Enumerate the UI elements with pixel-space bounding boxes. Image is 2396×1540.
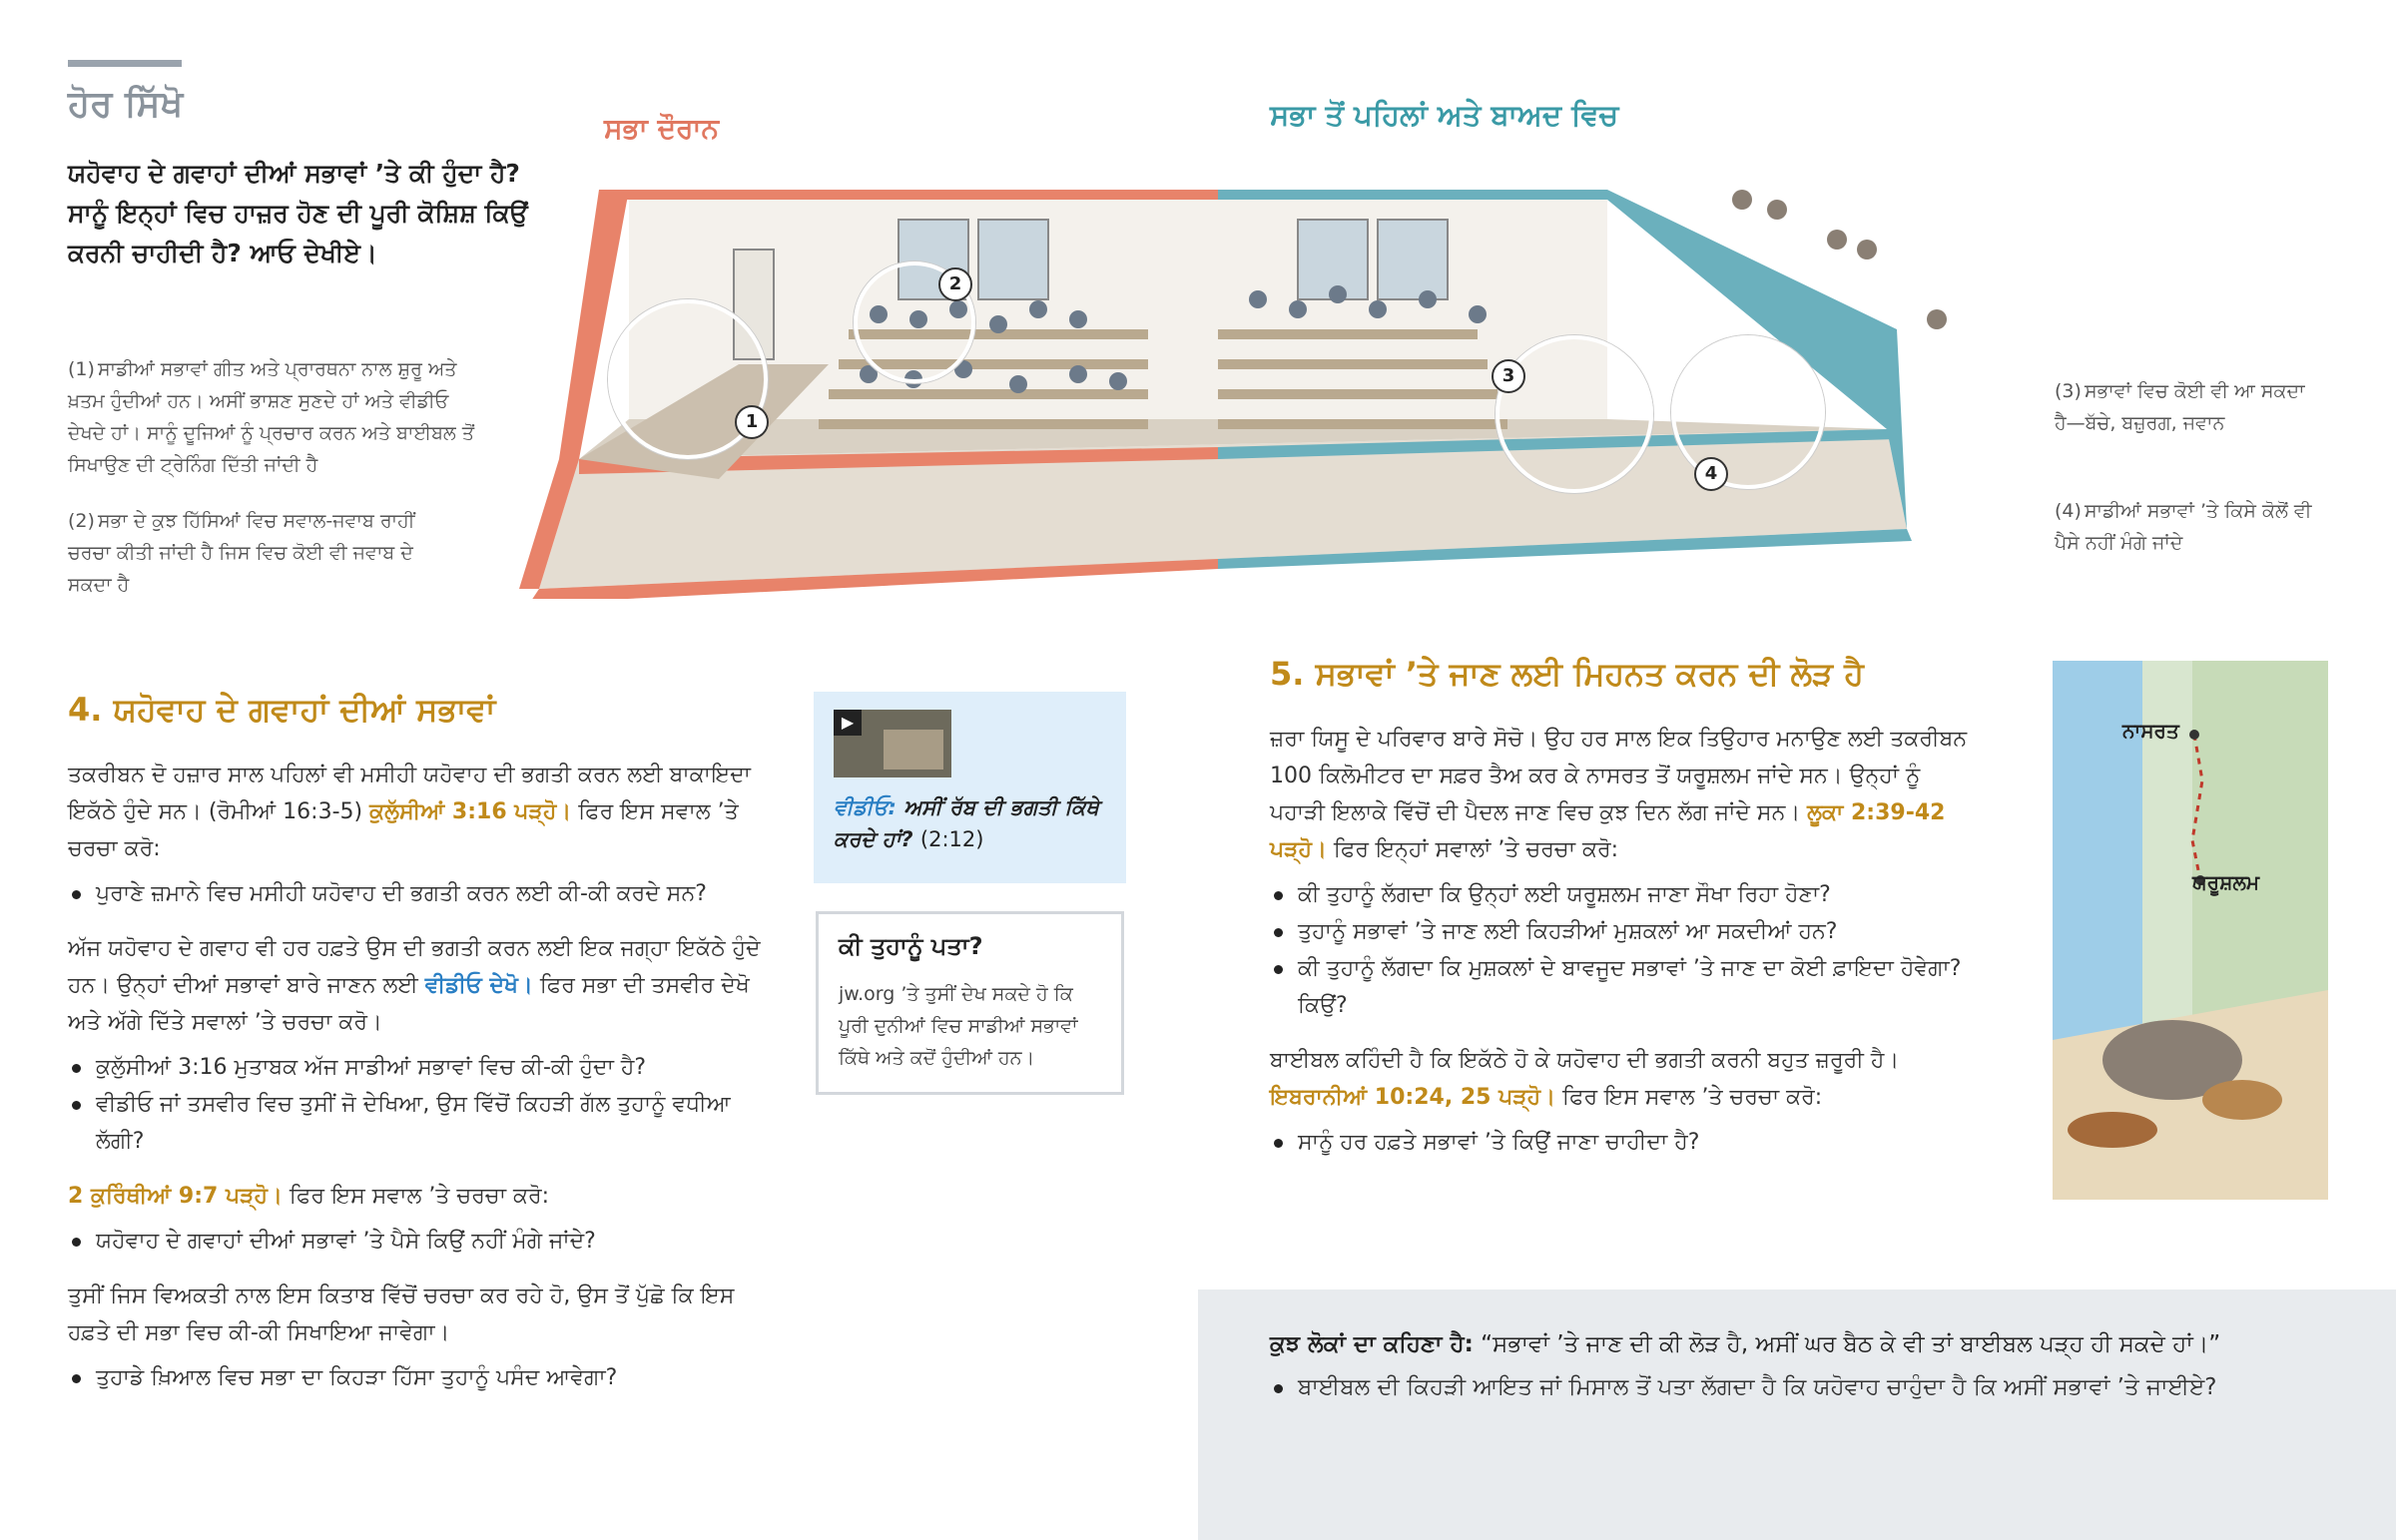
intro-text: ਯਹੋਵਾਹ ਦੇ ਗਵਾਹਾਂ ਦੀਆਂ ਸਭਾਵਾਂ ’ਤੇ ਕੀ ਹੁੰਦਾ ਹੈ? ਸਾਨੂੰ ਇਨ੍ਹਾਂ ਵਿਚ ਹਾਜ਼ਰ ਹੋਣ ਦੀ ਪੂਰੀ ਕੋਸ਼ਿਸ਼ ਕਿਉਂ ਕਰਨੀ ਚਾਹੀਦੀ ਹੈ? ਆਓ ਦੇਖੀਏ। — [68, 159, 528, 267]
map-label-jerusalem: ਯਰੂਸ਼ਲਮ — [2192, 870, 2260, 894]
caption-1: (1) ਸਾਡੀਆਂ ਸਭਾਵਾਂ ਗੀਤ ਅਤੇ ਪ੍ਰਾਰਥਨਾ ਨਾਲ ਸ਼ੁਰੂ ਅਤੇ ਖ਼ਤਮ ਹੁੰਦੀਆਂ ਹਨ। ਅਸੀਂ ਭਾਸ਼ਣ ਸੁਣਦੇ ਹਾਂ ਅਤੇ ਵੀਡੀਓ ਦੇਖਦੇ ਹਾਂ। ਸਾਨੂੰ ਦੂਜਿਆਂ ਨੂੰ ਪ੍ਰਚਾਰ ਕਰਨ ਅਤੇ ਬਾਈਬਲ ਤੋਂ ਸਿਖਾਉਣ ਦੀ ਟ੍ਰੇਨਿੰਗ ਦਿੱਤੀ ਜਾਂਦੀ ਹੈ — [68, 358, 474, 476]
section-4-paragraph-3: 2 ਕੁਰਿੰਥੀਆਂ 9:7 ਪੜ੍ਹੋ। ਫਿਰ ਇਸ ਸਵਾਲ ’ਤੇ ਚਰਚਾ ਕਰੋ: — [68, 1184, 550, 1209]
section-4-paragraph-4: ਤੁਸੀਂ ਜਿਸ ਵਿਅਕਤੀ ਨਾਲ ਇਸ ਕਿਤਾਬ ਵਿੱਚੋਂ ਚਰਚਾ ਕਰ ਰਹੇ ਹੋ, ਉਸ ਤੋਂ ਪੁੱਛੋ ਕਿ ਇਸ ਹਫ਼ਤੇ ਦੀ ਸਭਾ ਵਿਚ ਕੀ-ਕੀ ਸਿਖਾਇਆ ਜਾਵੇਗਾ। — [68, 1283, 735, 1345]
scripture-link-hebrews[interactable]: ਇਬਰਾਨੀਆਂ 10:24, 25 ਪੜ੍ਹੋ। — [1270, 1085, 1556, 1110]
caption-2: (2) ਸਭਾ ਦੇ ਕੁਝ ਹਿੱਸਿਆਂ ਵਿਚ ਸਵਾਲ-ਜਵਾਬ ਰਾਹੀਂ ਚਰਚਾ ਕੀਤੀ ਜਾਂਦੀ ਹੈ ਜਿਸ ਵਿਚ ਕੋਈ ਵੀ ਜਵਾਬ ਦੇ ਸਕਦਾ ਹੈ — [68, 510, 415, 596]
marker-1: 1 — [735, 405, 769, 439]
marker-4: 4 — [1694, 457, 1728, 491]
question-8: ਕੀ ਤੁਹਾਨੂੰ ਲੱਗਦਾ ਕਿ ਮੁਸ਼ਕਲਾਂ ਦੇ ਬਾਵਜੂਦ ਸਭਾਵਾਂ ’ਤੇ ਜਾਣ ਦਾ ਕੋਈ ਫ਼ਾਇਦਾ ਹੋਵੇਗਾ? ਕਿਉਂ? — [1270, 950, 1969, 1024]
heading-rule — [68, 60, 182, 67]
question-7: ਤੁਹਾਨੂੰ ਸਭਾਵਾਂ ’ਤੇ ਜਾਣ ਲਈ ਕਿਹੜੀਆਂ ਮੁਸ਼ਕਲਾਂ ਆ ਸਕਦੀਆਂ ਹਨ? — [1270, 913, 1969, 950]
label-before-after: ਸਭਾ ਤੋਂ ਪਹਿਲਾਂ ਅਤੇ ਬਾਅਦ ਵਿਚ — [1270, 98, 1619, 132]
section-5-paragraph-1: ਜ਼ਰਾ ਯਿਸੂ ਦੇ ਪਰਿਵਾਰ ਬਾਰੇ ਸੋਚੋ। ਉਹ ਹਰ ਸਾਲ ਇਕ ਤਿਉਹਾਰ ਮਨਾਉਣ ਲਈ ਤਕਰੀਬਨ 100 ਕਿਲੋਮੀਟਰ ਦਾ ਸਫ਼ਰ ਤੈਅ ਕਰ ਕੇ ਨਾਸਰਤ ਤੋਂ ਯਰੂਸ਼ਲਮ ਜਾਂਦੇ ਸਨ। ਉਨ੍ਹਾਂ ਨੂੰ ਪਹਾੜੀ ਇਲਾਕੇ ਵਿੱਚੋਂ ਦੀ ਪੈਦਲ ਜਾਣ ਵਿਚ ਕੁਝ ਦਿਨ ਲੱਗ ਜਾਂਦੇ ਸਨ। ਲੂਕਾ 2:39-42 ਪੜ੍ਹੋ। ਫਿਰ ਇਨ੍ਹਾਂ ਸਵਾਲਾਂ ’ਤੇ ਚਰਚਾ ਕਰੋ: — [1270, 727, 1968, 862]
section-5-title: 5. ਸਭਾਵਾਂ ’ਤੇ ਜਾਣ ਲਈ ਮਿਹਨਤ ਕਰਨ ਦੀ ਲੋੜ ਹੈ — [1270, 655, 1864, 693]
question-2: ਕੁਲੁੱਸੀਆਂ 3:16 ਮੁਤਾਬਕ ਅੱਜ ਸਾਡੀਆਂ ਸਭਾਵਾਂ ਵਿਚ ਕੀ-ਕੀ ਹੁੰਦਾ ਹੈ? — [68, 1049, 777, 1086]
scripture-link-2-corinthians[interactable]: 2 ਕੁਰਿੰਥੀਆਂ 9:7 ਪੜ੍ਹੋ। — [68, 1184, 283, 1209]
section-4-paragraph-1: ਤਕਰੀਬਨ ਦੋ ਹਜ਼ਾਰ ਸਾਲ ਪਹਿਲਾਂ ਵੀ ਮਸੀਹੀ ਯਹੋਵਾਹ ਦੀ ਭਗਤੀ ਕਰਨ ਲਈ ਬਾਕਾਇਦਾ ਇਕੱਠੇ ਹੁੰਦੇ ਸਨ। (ਰੋਮੀਆਂ 16:3-5) ਕੁਲੁੱਸੀਆਂ 3:16 ਪੜ੍ਹੋ। ਫਿਰ ਇਸ ਸਵਾਲ ’ਤੇ ਚਰਚਾ ਕਰੋ: — [68, 763, 751, 861]
section-5-body — [1270, 721, 1969, 1161]
watch-video-link[interactable]: ਵੀਡੀਓ ਦੇਖੋ। — [424, 973, 533, 998]
question-5: ਤੁਹਾਡੇ ਖ਼ਿਆਲ ਵਿਚ ਸਭਾ ਦਾ ਕਿਹੜਾ ਹਿੱਸਾ ਤੁਹਾਨੂੰ ਪਸੰਦ ਆਵੇਗਾ? — [68, 1359, 777, 1396]
play-icon[interactable]: ▶ — [834, 710, 862, 736]
video-box[interactable] — [814, 692, 1126, 883]
question-4: ਯਹੋਵਾਹ ਦੇ ਗਵਾਹਾਂ ਦੀਆਂ ਸਭਾਵਾਂ ’ਤੇ ਪੈਸੇ ਕਿਉਂ ਨਹੀਂ ਮੰਗੇ ਜਾਂਦੇ? — [68, 1223, 777, 1260]
video-title[interactable]: ਵੀਡੀਓ: ਅਸੀਂ ਰੱਬ ਦੀ ਭਗਤੀ ਕਿੱਥੇ ਕਰਦੇ ਹਾਂ? (2:12) — [834, 795, 1099, 851]
highlight-circle-3 — [1496, 335, 1653, 493]
did-you-know-text: jw.org ’ਤੇ ਤੁਸੀਂ ਦੇਖ ਸਕਦੇ ਹੋ ਕਿ ਪੂਰੀ ਦੁਨੀਆਂ ਵਿਚ ਸਾਡੀਆਂ ਸਭਾਵਾਂ ਕਿੱਥੇ ਅਤੇ ਕਦੋਂ ਹੁੰਦੀਆਂ ਹਨ। — [839, 983, 1078, 1069]
caption-3: (3) ਸਭਾਵਾਂ ਵਿਚ ਕੋਈ ਵੀ ਆ ਸਕਦਾ ਹੈ—ਬੱਚੇ, ਬਜ਼ੁਰਗ, ਜਵਾਨ — [2055, 380, 2305, 434]
label-during-meeting: ਸਭਾ ਦੌਰਾਨ — [604, 112, 719, 145]
section-4-title: 4. ਯਹੋਵਾਹ ਦੇ ਗਵਾਹਾਂ ਦੀਆਂ ਸਭਾਵਾਂ — [68, 691, 496, 729]
scripture-link-luke[interactable]: ਲੂਕਾ 2:39-42 ਪੜ੍ਹੋ। — [1270, 800, 1946, 862]
map-label-nazareth: ਨਾਸਰਤ — [2122, 719, 2179, 743]
video-thumbnail[interactable] — [834, 710, 951, 777]
some-people-say-box — [1198, 1289, 2396, 1540]
map-illustration — [2053, 661, 2328, 1200]
question-1: ਪੁਰਾਣੇ ਜ਼ਮਾਨੇ ਵਿਚ ਮਸੀਹੀ ਯਹੋਵਾਹ ਦੀ ਭਗਤੀ ਕਰਨ ਲਈ ਕੀ-ਕੀ ਕਰਦੇ ਸਨ? — [68, 875, 777, 912]
caption-4: (4) ਸਾਡੀਆਂ ਸਭਾਵਾਂ ’ਤੇ ਕਿਸੇ ਕੋਲੋਂ ਵੀ ਪੈਸੇ ਨਹੀਂ ਮੰਗੇ ਜਾਂਦੇ — [2055, 500, 2312, 554]
did-you-know-title: ਕੀ ਤੁਹਾਨੂੰ ਪਤਾ? — [839, 932, 983, 960]
some-people-say-quote: ਕੁਝ ਲੋਕਾਂ ਦਾ ਕਹਿਣਾ ਹੈ: “ਸਭਾਵਾਂ ’ਤੇ ਜਾਣ ਦੀ ਕੀ ਲੋੜ ਹੈ, ਅਸੀਂ ਘਰ ਬੈਠ ਕੇ ਵੀ ਤਾਂ ਬਾਈਬਲ ਪੜ੍ਹ ਹੀ ਸਕਦੇ ਹਾਂ।” — [1270, 1331, 2221, 1357]
section-4-paragraph-2: ਅੱਜ ਯਹੋਵਾਹ ਦੇ ਗਵਾਹ ਵੀ ਹਰ ਹਫ਼ਤੇ ਉਸ ਦੀ ਭਗਤੀ ਕਰਨ ਲਈ ਇਕ ਜਗ੍ਹਾ ਇਕੱਠੇ ਹੁੰਦੇ ਹਨ। ਉਨ੍ਹਾਂ ਦੀਆਂ ਸਭਾਵਾਂ ਬਾਰੇ ਜਾਣਨ ਲਈ ਵੀਡੀਓ ਦੇਖੋ। ਫਿਰ ਸਭਾ ਦੀ ਤਸਵੀਰ ਦੇਖੋ ਅਤੇ ਅੱਗੇ ਦਿੱਤੇ ਸਵਾਲਾਂ ’ਤੇ ਚਰਚਾ ਕਰੋ। — [68, 936, 761, 1035]
question-9: ਸਾਨੂੰ ਹਰ ਹਫ਼ਤੇ ਸਭਾਵਾਂ ’ਤੇ ਕਿਉਂ ਜਾਣਾ ਚਾਹੀਦਾ ਹੈ? — [1270, 1124, 1969, 1161]
section-5-paragraph-2: ਬਾਈਬਲ ਕਹਿੰਦੀ ਹੈ ਕਿ ਇਕੱਠੇ ਹੋ ਕੇ ਯਹੋਵਾਹ ਦੀ ਭਗਤੀ ਕਰਨੀ ਬਹੁਤ ਜ਼ਰੂਰੀ ਹੈ। ਇਬਰਾਨੀਆਂ 10:24, 25 ਪੜ੍ਹੋ। ਫਿਰ ਇਸ ਸਵਾਲ ’ਤੇ ਚਰਚਾ ਕਰੋ: — [1270, 1048, 1900, 1110]
question-3: ਵੀਡੀਓ ਜਾਂ ਤਸਵੀਰ ਵਿਚ ਤੁਸੀਂ ਜੋ ਦੇਖਿਆ, ਉਸ ਵਿੱਚੋਂ ਕਿਹੜੀ ਗੱਲ ਤੁਹਾਨੂੰ ਵਧੀਆ ਲੱਗੀ? — [68, 1086, 777, 1160]
learn-more-heading: ਹੋਰ ਸਿੱਖੋ — [68, 84, 184, 125]
marker-3: 3 — [1492, 359, 1525, 393]
question-6: ਕੀ ਤੁਹਾਨੂੰ ਲੱਗਦਾ ਕਿ ਉਨ੍ਹਾਂ ਲਈ ਯਰੂਸ਼ਲਮ ਜਾਣਾ ਸੌਖਾ ਰਿਹਾ ਹੋਣਾ? — [1270, 876, 1969, 913]
some-people-say-question: ਬਾਈਬਲ ਦੀ ਕਿਹੜੀ ਆਇਤ ਜਾਂ ਮਿਸਾਲ ਤੋਂ ਪਤਾ ਲੱਗਦਾ ਹੈ ਕਿ ਯਹੋਵਾਹ ਚਾਹੁੰਦਾ ਹੈ ਕਿ ਅਸੀਂ ਸਭਾਵਾਂ ’ਤੇ ਜਾਈਏ? — [1270, 1369, 2376, 1406]
section-4-body — [68, 757, 777, 1396]
scripture-link-colossians[interactable]: ਕੁਲੁੱਸੀਆਂ 3:16 ਪੜ੍ਹੋ। — [369, 799, 572, 824]
highlight-circle-4 — [1671, 335, 1825, 489]
did-you-know-box — [816, 911, 1124, 1095]
marker-2: 2 — [938, 267, 972, 301]
